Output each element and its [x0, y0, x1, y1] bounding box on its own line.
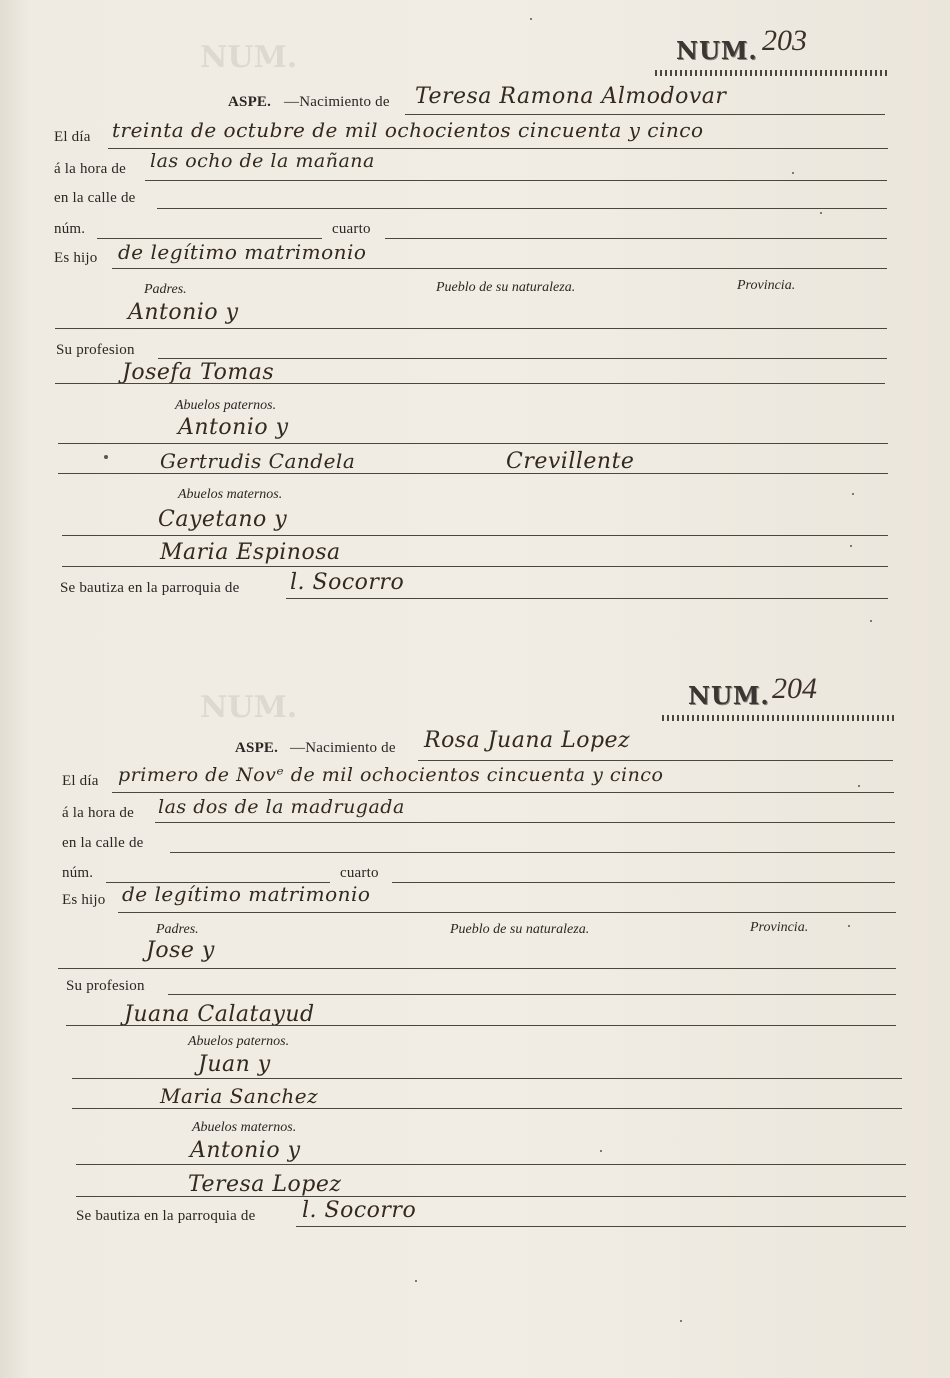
hijo-value: de legítimo matrimonio — [122, 882, 371, 906]
rule — [55, 328, 887, 329]
padre-value: Antonio y — [128, 300, 239, 325]
madre-value: Juana Calatayud — [124, 1002, 315, 1027]
abuelo-paterno: Antonio y — [178, 415, 289, 440]
abuelos-paternos-label: Abuelos paternos. — [175, 398, 277, 413]
record-number-label: NUM. — [676, 36, 758, 65]
rule — [155, 822, 895, 823]
town-label: ASPE. — [228, 94, 272, 110]
bautiza-label: Se bautiza en la parroquia de — [60, 580, 240, 596]
rule — [296, 1226, 906, 1227]
pueblo-label: Pueblo de su naturaleza. — [450, 922, 590, 937]
abuelos-paternos-label: Abuelos paternos. — [188, 1034, 290, 1049]
rule — [385, 238, 887, 239]
paper-speck — [530, 18, 532, 20]
bleed-through-mark: NUM. — [200, 40, 298, 75]
rule — [112, 792, 894, 793]
parroquia-value: l. Socorro — [290, 570, 405, 595]
rule — [72, 1078, 902, 1079]
rule — [66, 1025, 896, 1026]
hour-label: á la hora de — [54, 161, 126, 177]
rule — [72, 1108, 902, 1109]
provincia-label: Provincia. — [737, 278, 796, 293]
abuela-paterna: Gertrudis Candela — [160, 449, 356, 473]
abuelo-materno: Antonio y — [190, 1138, 301, 1163]
birth-name: Teresa Ramona Almodovar — [415, 84, 727, 109]
rule — [158, 358, 887, 359]
pueblo-label: Pueblo de su naturaleza. — [436, 280, 576, 295]
paper-speck — [820, 212, 822, 214]
hijo-label: Es hijo — [54, 250, 98, 266]
rule — [157, 208, 887, 209]
rule — [108, 148, 888, 149]
padres-label: Padres. — [144, 282, 187, 297]
rule — [62, 535, 888, 536]
abuelos-paternos-pueblo: Crevillente — [506, 449, 635, 474]
padre-value: Jose y — [146, 938, 215, 963]
birth-name: Rosa Juana Lopez — [424, 728, 631, 753]
paper-speck — [415, 1280, 417, 1282]
rule — [97, 238, 322, 239]
paper-speck — [792, 172, 794, 174]
street-label: en la calle de — [54, 190, 136, 206]
record-number-label: NUM. — [688, 681, 770, 710]
rule — [76, 1164, 906, 1165]
rule — [58, 968, 896, 969]
paper-speck — [848, 925, 850, 927]
rule — [58, 473, 888, 474]
rule — [58, 443, 888, 444]
padres-label: Padres. — [156, 922, 199, 937]
abuelo-paterno: Juan y — [198, 1052, 271, 1077]
bautiza-label: Se bautiza en la parroquia de — [76, 1208, 256, 1224]
paper-speck — [600, 1150, 602, 1152]
abuela-paterna: Maria Sanchez — [160, 1084, 319, 1108]
day-label: El día — [62, 773, 99, 789]
rule — [76, 1196, 906, 1197]
rule — [118, 912, 896, 913]
rule — [286, 598, 888, 599]
day-value: primero de Novᵉ de mil ochocientos cincuenta y cinco — [118, 764, 664, 786]
street-label: en la calle de — [62, 835, 144, 851]
rule — [418, 760, 893, 761]
paper-speck — [852, 493, 854, 495]
paper-speck — [104, 455, 108, 459]
birth-label: —Nacimiento de — [290, 740, 396, 756]
day-label: El día — [54, 129, 91, 145]
rule — [112, 268, 887, 269]
paper-speck — [850, 545, 852, 547]
profesion-label: Su profesion — [56, 342, 135, 358]
provincia-label: Provincia. — [750, 920, 809, 935]
rule — [62, 566, 888, 567]
rule — [55, 383, 885, 384]
num-field-label: núm. — [54, 221, 86, 237]
divider-ornament — [662, 715, 897, 721]
divider-ornament — [655, 70, 890, 76]
madre-value: Josefa Tomas — [122, 360, 275, 385]
day-value: treinta de octubre de mil ochocientos cincuenta y cinco — [112, 118, 704, 142]
rule — [405, 114, 885, 115]
abuelos-maternos-label: Abuelos maternos. — [178, 487, 283, 502]
abuelos-maternos-label: Abuelos maternos. — [192, 1120, 297, 1135]
birth-label: —Nacimiento de — [284, 94, 390, 110]
rule — [145, 180, 887, 181]
profesion-label: Su profesion — [66, 978, 145, 994]
bleed-through-mark: NUM. — [200, 690, 298, 725]
num-field-label: núm. — [62, 865, 94, 881]
hijo-label: Es hijo — [62, 892, 106, 908]
hour-label: á la hora de — [62, 805, 134, 821]
cuarto-label: cuarto — [332, 221, 371, 237]
hour-value: las dos de la madrugada — [158, 796, 405, 818]
paper-speck — [858, 785, 860, 787]
paper-speck — [870, 620, 872, 622]
town-label: ASPE. — [235, 740, 279, 756]
record-number-value: 204 — [772, 672, 817, 705]
hijo-value: de legítimo matrimonio — [118, 240, 367, 264]
rule — [392, 882, 895, 883]
abuela-materna: Teresa Lopez — [188, 1172, 342, 1197]
cuarto-label: cuarto — [340, 865, 379, 881]
paper-speck — [680, 1320, 682, 1322]
parroquia-value: l. Socorro — [302, 1198, 417, 1223]
record-number-value: 203 — [762, 24, 807, 57]
rule — [168, 994, 896, 995]
rule — [170, 852, 895, 853]
abuela-materna: Maria Espinosa — [160, 540, 341, 565]
hour-value: las ocho de la mañana — [150, 150, 375, 172]
abuelo-materno: Cayetano y — [158, 507, 288, 532]
